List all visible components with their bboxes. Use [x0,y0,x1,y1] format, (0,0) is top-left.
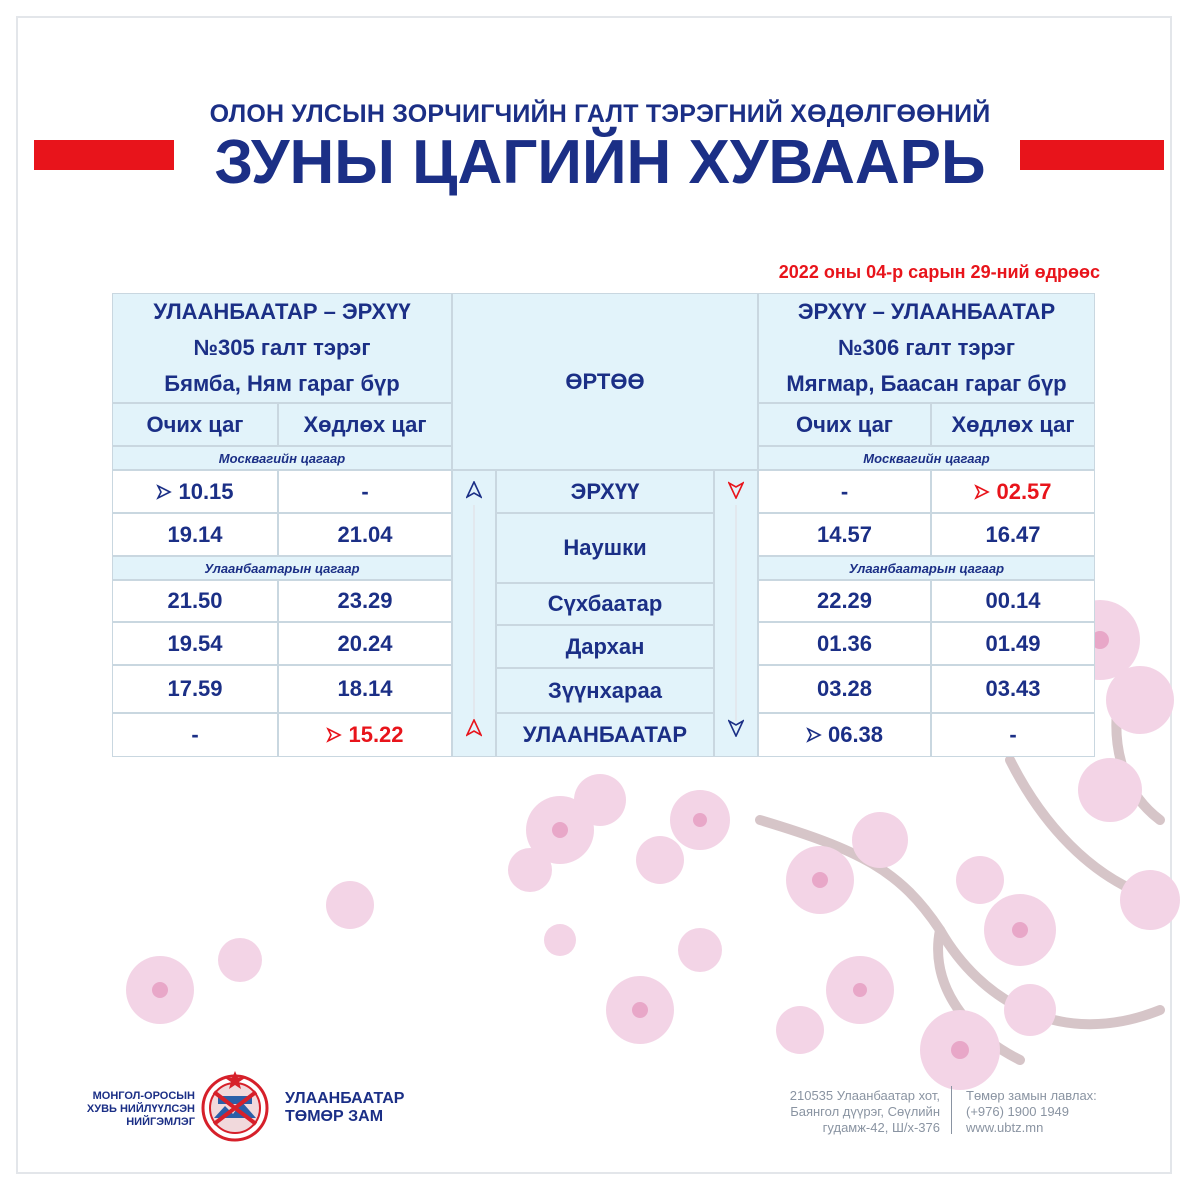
arrow-right-icon [806,727,822,743]
time-value: 06.38 [827,722,884,747]
left-route-name: УЛААНБААТАР – ЭРХҮҮ [153,299,411,324]
time-value: 15.22 [348,722,404,747]
left-route-header [112,293,452,403]
row-3-right-depart: 00.14 [931,580,1095,622]
row-2-left-depart: 21.04 [278,513,452,556]
right-ub-time-note: Улаанбаатарын цагаар [758,556,1095,580]
address-line: 210535 Улаанбаатар хот, [789,1088,940,1103]
right-route-header [758,293,1095,403]
right-route-name: ЭРХҮҮ – УЛААНБААТАР [797,299,1056,324]
left-days: Бямба, Ням гараг бүр [164,371,400,396]
company-line: ТӨМӨР ЗАМ [285,1108,384,1125]
left-train-number: №305 галт тэрэг [193,335,371,360]
right-moscow-time-note: Москвагийн цагаар [758,446,1095,470]
arrow-up-icon [466,481,482,499]
left-depart-header: Хөдлөх цаг [278,403,452,446]
left-ub-time-note: Улаанбаатарын цагаар [112,556,452,580]
southbound-line [735,505,737,721]
arrow-right-icon [156,484,172,500]
ubtz-logo [200,1068,270,1144]
row-3-left-depart: 23.29 [278,580,452,622]
row-6-left-depart [278,713,452,757]
contact-website[interactable]: www.ubtz.mn [966,1120,1044,1135]
station-sukhbaatar: Сүхбаатар [496,583,714,625]
society-name [85,1090,195,1129]
arrow-down-icon [728,719,744,737]
row-6-left-arrive: - [112,713,278,757]
row-6-right-arrive [758,713,931,757]
time-value: 02.57 [996,478,1052,504]
row-2-right-depart: 16.47 [931,513,1095,556]
address-line: гудамж-42, Ш/х-376 [822,1120,940,1135]
station-zuunkharaa: Зүүнхараа [496,668,714,713]
station-darkhan: Дархан [496,625,714,668]
row-1-left-depart: - [278,470,452,513]
left-arrive-header: Очих цаг [112,403,278,446]
left-moscow-time-note: Москвагийн цагаар [112,446,452,470]
arrow-down-icon [728,481,744,499]
timetable [112,293,1095,757]
row-4-left-depart: 20.24 [278,622,452,665]
row-2-right-arrive: 14.57 [758,513,931,556]
right-arrive-header: Очих цаг [758,403,931,446]
station-ulaanbaatar: УЛААНБААТАР [496,713,714,757]
row-1-right-depart [931,470,1095,513]
arrow-up-icon [466,719,482,737]
page-subtitle: ОЛОН УЛСЫН ЗОРЧИГЧИЙН ГАЛТ ТЭРЭГНИЙ ХӨДӨЛГӨӨНИЙ [209,100,991,128]
row-1-right-arrive: - [758,470,931,513]
station-irkutsk: ЭРХҮҮ [496,470,714,513]
row-3-left-arrive: 21.50 [112,580,278,622]
station-header: ӨРТӨӨ [452,293,758,470]
right-train-number: №306 галт тэрэг [838,335,1015,360]
arrow-right-icon [326,727,342,743]
row-5-left-depart: 18.14 [278,665,452,713]
company-line: УЛААНБААТАР [285,1090,405,1107]
effective-date: 2022 оны 04-р сарын 29-ний өдрөөс [778,262,1100,282]
row-1-left-arrive [112,470,278,513]
address [772,1088,940,1136]
right-days: Мягмар, Баасан гараг бүр [786,371,1067,396]
row-5-right-arrive: 03.28 [758,665,931,713]
right-depart-header: Хөдлөх цаг [931,403,1095,446]
row-4-right-arrive: 01.36 [758,622,931,665]
row-5-right-depart: 03.43 [931,665,1095,713]
arrow-right-icon [974,484,990,500]
contact-phone: (+976) 1900 1949 [966,1104,1070,1119]
contact-info [966,1088,1097,1136]
footer-divider [951,1086,952,1134]
row-4-right-depart: 01.49 [931,622,1095,665]
society-line: ХУВЬ НИЙЛҮҮЛСЭН [86,1103,195,1115]
company-name [285,1090,404,1126]
row-2-left-arrive: 19.14 [112,513,278,556]
contact-line: Төмөр замын лавлах: [966,1088,1097,1103]
station-naushki: Наушки [496,513,714,583]
page-title: ЗУНЫ ЦАГИЙН ХУВААРЬ [214,128,986,197]
row-3-right-arrive: 22.29 [758,580,931,622]
time-value: 10.15 [178,478,234,504]
society-line: МОНГОЛ-ОРОСЫН [92,1090,195,1102]
northbound-line [473,505,475,721]
row-6-right-depart: - [931,713,1095,757]
address-line: Баянгол дүүрэг, Сөүлийн [790,1104,940,1119]
row-5-left-arrive: 17.59 [112,665,278,713]
row-4-left-arrive: 19.54 [112,622,278,665]
society-line: НИЙГЭМЛЭГ [126,1116,195,1128]
